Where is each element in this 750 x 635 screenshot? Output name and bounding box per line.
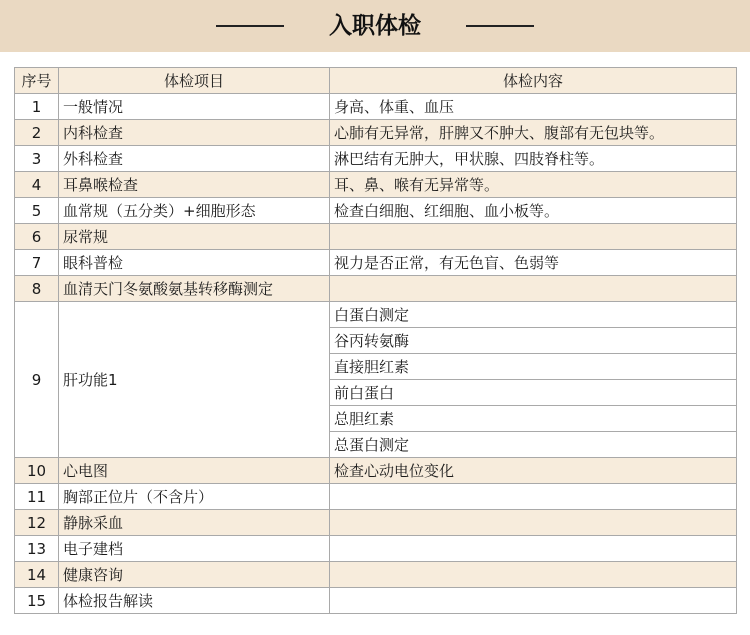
row-item: 肝功能1 <box>59 302 330 458</box>
row-item: 血清天门冬氨酸氨基转移酶测定 <box>59 276 330 302</box>
row-content: 视力是否正常，有无色盲、色弱等 <box>330 250 737 276</box>
row-item: 心电图 <box>59 458 330 484</box>
table-row <box>15 302 737 328</box>
row-item: 内科检查 <box>59 120 330 146</box>
table-row <box>15 484 737 510</box>
row-number: 9 <box>15 302 59 458</box>
row-item: 静脉采血 <box>59 510 330 536</box>
table-header-row <box>15 68 737 94</box>
row-number: 4 <box>15 172 59 198</box>
row-item: 眼科普检 <box>59 250 330 276</box>
row-content: 耳、鼻、喉有无异常等。 <box>330 172 737 198</box>
row-item: 耳鼻喉检查 <box>59 172 330 198</box>
row-content: 心肺有无异常，肝脾又不肿大、腹部有无包块等。 <box>330 120 737 146</box>
table-row <box>15 172 737 198</box>
row-content: 总蛋白测定 <box>330 432 737 458</box>
row-number: 5 <box>15 198 59 224</box>
row-content: 身高、体重、血压 <box>330 94 737 120</box>
row-item: 尿常规 <box>59 224 330 250</box>
header-number: 序号 <box>15 68 59 94</box>
row-content: 白蛋白测定 <box>330 302 737 328</box>
row-number: 14 <box>15 562 59 588</box>
table-row <box>15 588 737 614</box>
row-item: 体检报告解读 <box>59 588 330 614</box>
row-content <box>330 588 737 614</box>
table-row <box>15 536 737 562</box>
table-row <box>15 510 737 536</box>
table-row <box>15 94 737 120</box>
row-content <box>330 276 737 302</box>
row-content: 检查心动电位变化 <box>330 458 737 484</box>
row-number: 6 <box>15 224 59 250</box>
row-content: 淋巴结有无肿大，甲状腺、四肢脊柱等。 <box>330 146 737 172</box>
header-item: 体检项目 <box>59 68 330 94</box>
row-content <box>330 484 737 510</box>
header-content: 体检内容 <box>330 68 737 94</box>
table-row <box>15 250 737 276</box>
row-item: 外科检查 <box>59 146 330 172</box>
row-content <box>330 562 737 588</box>
row-number: 13 <box>15 536 59 562</box>
row-content: 谷丙转氨酶 <box>330 328 737 354</box>
table-row <box>15 198 737 224</box>
table-body <box>15 94 737 614</box>
row-number: 12 <box>15 510 59 536</box>
exam-table <box>14 67 737 614</box>
table-row <box>15 146 737 172</box>
page-title: 入职体检 <box>329 13 421 39</box>
row-content <box>330 510 737 536</box>
row-item: 一般情况 <box>59 94 330 120</box>
title-decoration-left <box>216 25 284 27</box>
table-row <box>15 120 737 146</box>
row-content: 检查白细胞、红细胞、血小板等。 <box>330 198 737 224</box>
row-item: 电子建档 <box>59 536 330 562</box>
row-number: 3 <box>15 146 59 172</box>
row-item: 健康咨询 <box>59 562 330 588</box>
row-number: 15 <box>15 588 59 614</box>
row-content: 前白蛋白 <box>330 380 737 406</box>
row-number: 2 <box>15 120 59 146</box>
row-number: 1 <box>15 94 59 120</box>
row-item: 胸部正位片（不含片） <box>59 484 330 510</box>
title-banner <box>0 0 750 52</box>
table-row <box>15 276 737 302</box>
row-number: 8 <box>15 276 59 302</box>
row-content <box>330 224 737 250</box>
row-item: 血常规（五分类）+细胞形态 <box>59 198 330 224</box>
table-row <box>15 224 737 250</box>
row-content: 总胆红素 <box>330 406 737 432</box>
row-content: 直接胆红素 <box>330 354 737 380</box>
row-content <box>330 536 737 562</box>
table-row <box>15 458 737 484</box>
title-decoration-right <box>466 25 534 27</box>
row-number: 7 <box>15 250 59 276</box>
row-number: 10 <box>15 458 59 484</box>
table-row <box>15 562 737 588</box>
row-number: 11 <box>15 484 59 510</box>
